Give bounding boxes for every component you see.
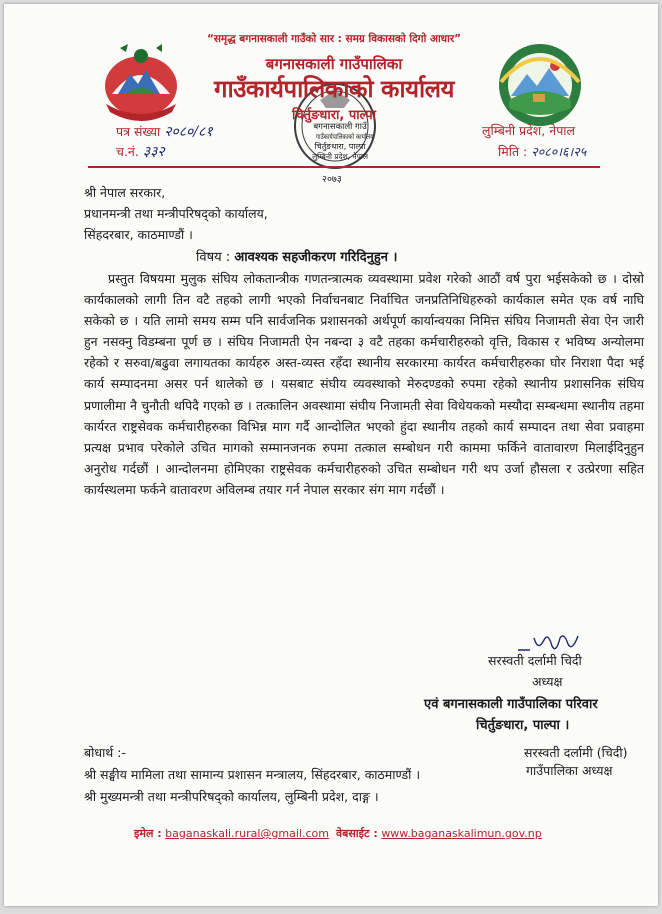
- dispatch-number-label: च.नं.: [116, 144, 139, 159]
- recipient-line-3: सिंहदरबार, काठमाण्डौं ।: [84, 227, 193, 242]
- office-name: गाउँकार्यपालिकाको कार्यालय: [214, 75, 454, 103]
- signatory-org-line-1: एवं बगनासकाली गाउँपालिका परिवार: [424, 697, 598, 712]
- subject-text: आवश्यक सहजीकरण गरिदिनुहुन ।: [234, 250, 398, 265]
- subject-line: [196, 247, 397, 265]
- website-link[interactable]: www.baganaskalimun.gov.np: [381, 827, 542, 840]
- province-label: लुम्बिनी प्रदेश, नेपाल: [482, 123, 576, 138]
- letter-number-label: पत्र संख्या: [116, 124, 161, 139]
- dispatch-number-value: ३३२: [142, 144, 165, 160]
- dispatch-number: [116, 142, 165, 161]
- official-stamp-title: गाउँपालिका अध्यक्ष: [526, 763, 613, 778]
- seal-line-2: गाउँकार्यपालिकाको कार्यालय: [316, 133, 374, 141]
- subject-label: विषय :: [196, 250, 231, 265]
- letter-page: [4, 4, 658, 906]
- seal-text: [310, 122, 374, 162]
- signatory-title: अध्यक्ष: [532, 674, 563, 689]
- office-location: चिर्तुङधारा, पाल्पा: [292, 108, 376, 123]
- seal-year: २०७३: [322, 174, 342, 185]
- website-label: वेबसाईट :: [335, 827, 378, 840]
- cc-line-1: श्री सङ्घीय मामिला तथा सामान्य प्रशासन मन्त्रालय, सिंहदरबार, काठमाण्डौं ।: [84, 767, 421, 782]
- email-link[interactable]: baganaskali.rural@gmail.com: [165, 827, 329, 840]
- recipient-line-1: श्री नेपाल सरकार,: [84, 185, 166, 200]
- seal-line-3: चिर्तुङधारा, पाल्पा: [314, 142, 366, 151]
- letter-number-value: २०८०/८१: [164, 124, 213, 140]
- cc-label: बोधार्थ :-: [84, 745, 126, 760]
- letter-body: प्रस्तुत विषयमा मुलुक संघिय लोकतान्त्रीक गणतन्त्रात्मक व्यवस्थामा प्रवेश गरेको आठौं वर्ष पुरा भईसकेको छ । दोस्रो कार्यकालको लागी तिन वटै तहको लागी भएको निर्वाचनबाट निर्वाचित जनप्रतिनिधिहरुको कार्यकाल समेत एक वर्ष नाघि सकेको छ । यति लामो समय सम्म पनि सार्वजनिक प्रशासनको अर्थपूर्ण कार्यान्वयका निमित्त संघिय निजामती सेवा ऐन जारी हुन नसक्नु विडम्बना पूर्ण छ । संघिय निजामती ऐन नबन्दा ३ वटै तहका कर्मचारीहरुको वृत्ति, विकास र भविष्य अन्योलमा रहेको र सरुवा/बढुवा लगायतका कार्यहरु अस्त-व्यस्त रहँदा स्थानीय सरकारमा कार्यरत कर्मचारीहरुका घोर निराशा पैदा भई कार्य सम्पादनमा असर पर्न थालेको छ । यसबाट संघीय व्यवस्थाको मेरुदण्डको रुपमा रहेको स्थानीय प्रशासनिक संघिय प्रणालीमा नै चुनौती थपिदै गएको छ । तत्कालिन अवस्थामा संघीय निजामती सेवा विधेयकको मस्यौदा सम्बन्धमा स्थानीय तहमा कार्यरत राष्ट्रसेवक कर्मचारीहरुका विभिन्न माग गर्दै आन्दोलित भएको हुंदा स्थानीय तहको कार्य सम्पादन तथा सेवा प्रवाहमा प्रत्यक्ष प्रभाव परेकोले उचित मागको सम्मानजनक रुपमा तत्काल सम्बोधन गरी काममा फर्किने वातावारण मिलाईदिनुहुन अनुरोध गर्दछौं । आन्दोलनमा होमिएका राष्ट्रसेवक कर्मचारीहरुको उचित सम्बोधन गरी थप उर्जा हौसला र उत्प्रेरणा सहित कार्यस्थलमा फर्कने वातावरण अविलम्ब तयार गर्न नेपाल सरकार संग माग गर्दछौं ।: [84, 271, 644, 497]
- letter-number: [116, 122, 213, 141]
- email-label: इमेल :: [134, 827, 162, 840]
- signatory-name: सरस्वती दर्लामी चिदी: [488, 653, 582, 668]
- official-stamp-name: सरस्वती दर्लामी (चिदी): [524, 745, 628, 760]
- letterhead-motto: “समृद्ध बगनासकाली गाउँको सार : समग्र विकासको दिगो आधार”: [206, 33, 462, 45]
- seal-line-1: बगनासकाली गाउँ: [313, 122, 367, 132]
- date-value: २०८०।६।२५: [531, 144, 587, 159]
- date-label: मिति :: [498, 144, 528, 159]
- signatory-org-line-2: चिर्तुङधारा, पाल्पा ।: [476, 718, 570, 733]
- cc-line-2: श्री मुख्यमन्त्री तथा मन्त्रीपरिषद्को कार्यालय, लुम्बिनी प्रदेश, दाङ्ग ।: [84, 789, 379, 804]
- letter-date: [498, 143, 586, 160]
- municipality-name: बगनासकाली गाउँपालिका: [265, 55, 403, 73]
- recipient-line-2: प्रधानमन्त्री तथा मन्त्रीपरिषद्को कार्यालय,: [84, 206, 268, 221]
- seal-line-4: लुम्बिनी प्रदेश, नेपाल: [312, 152, 368, 161]
- header-divider: [88, 166, 600, 168]
- footer-contact: [134, 826, 542, 841]
